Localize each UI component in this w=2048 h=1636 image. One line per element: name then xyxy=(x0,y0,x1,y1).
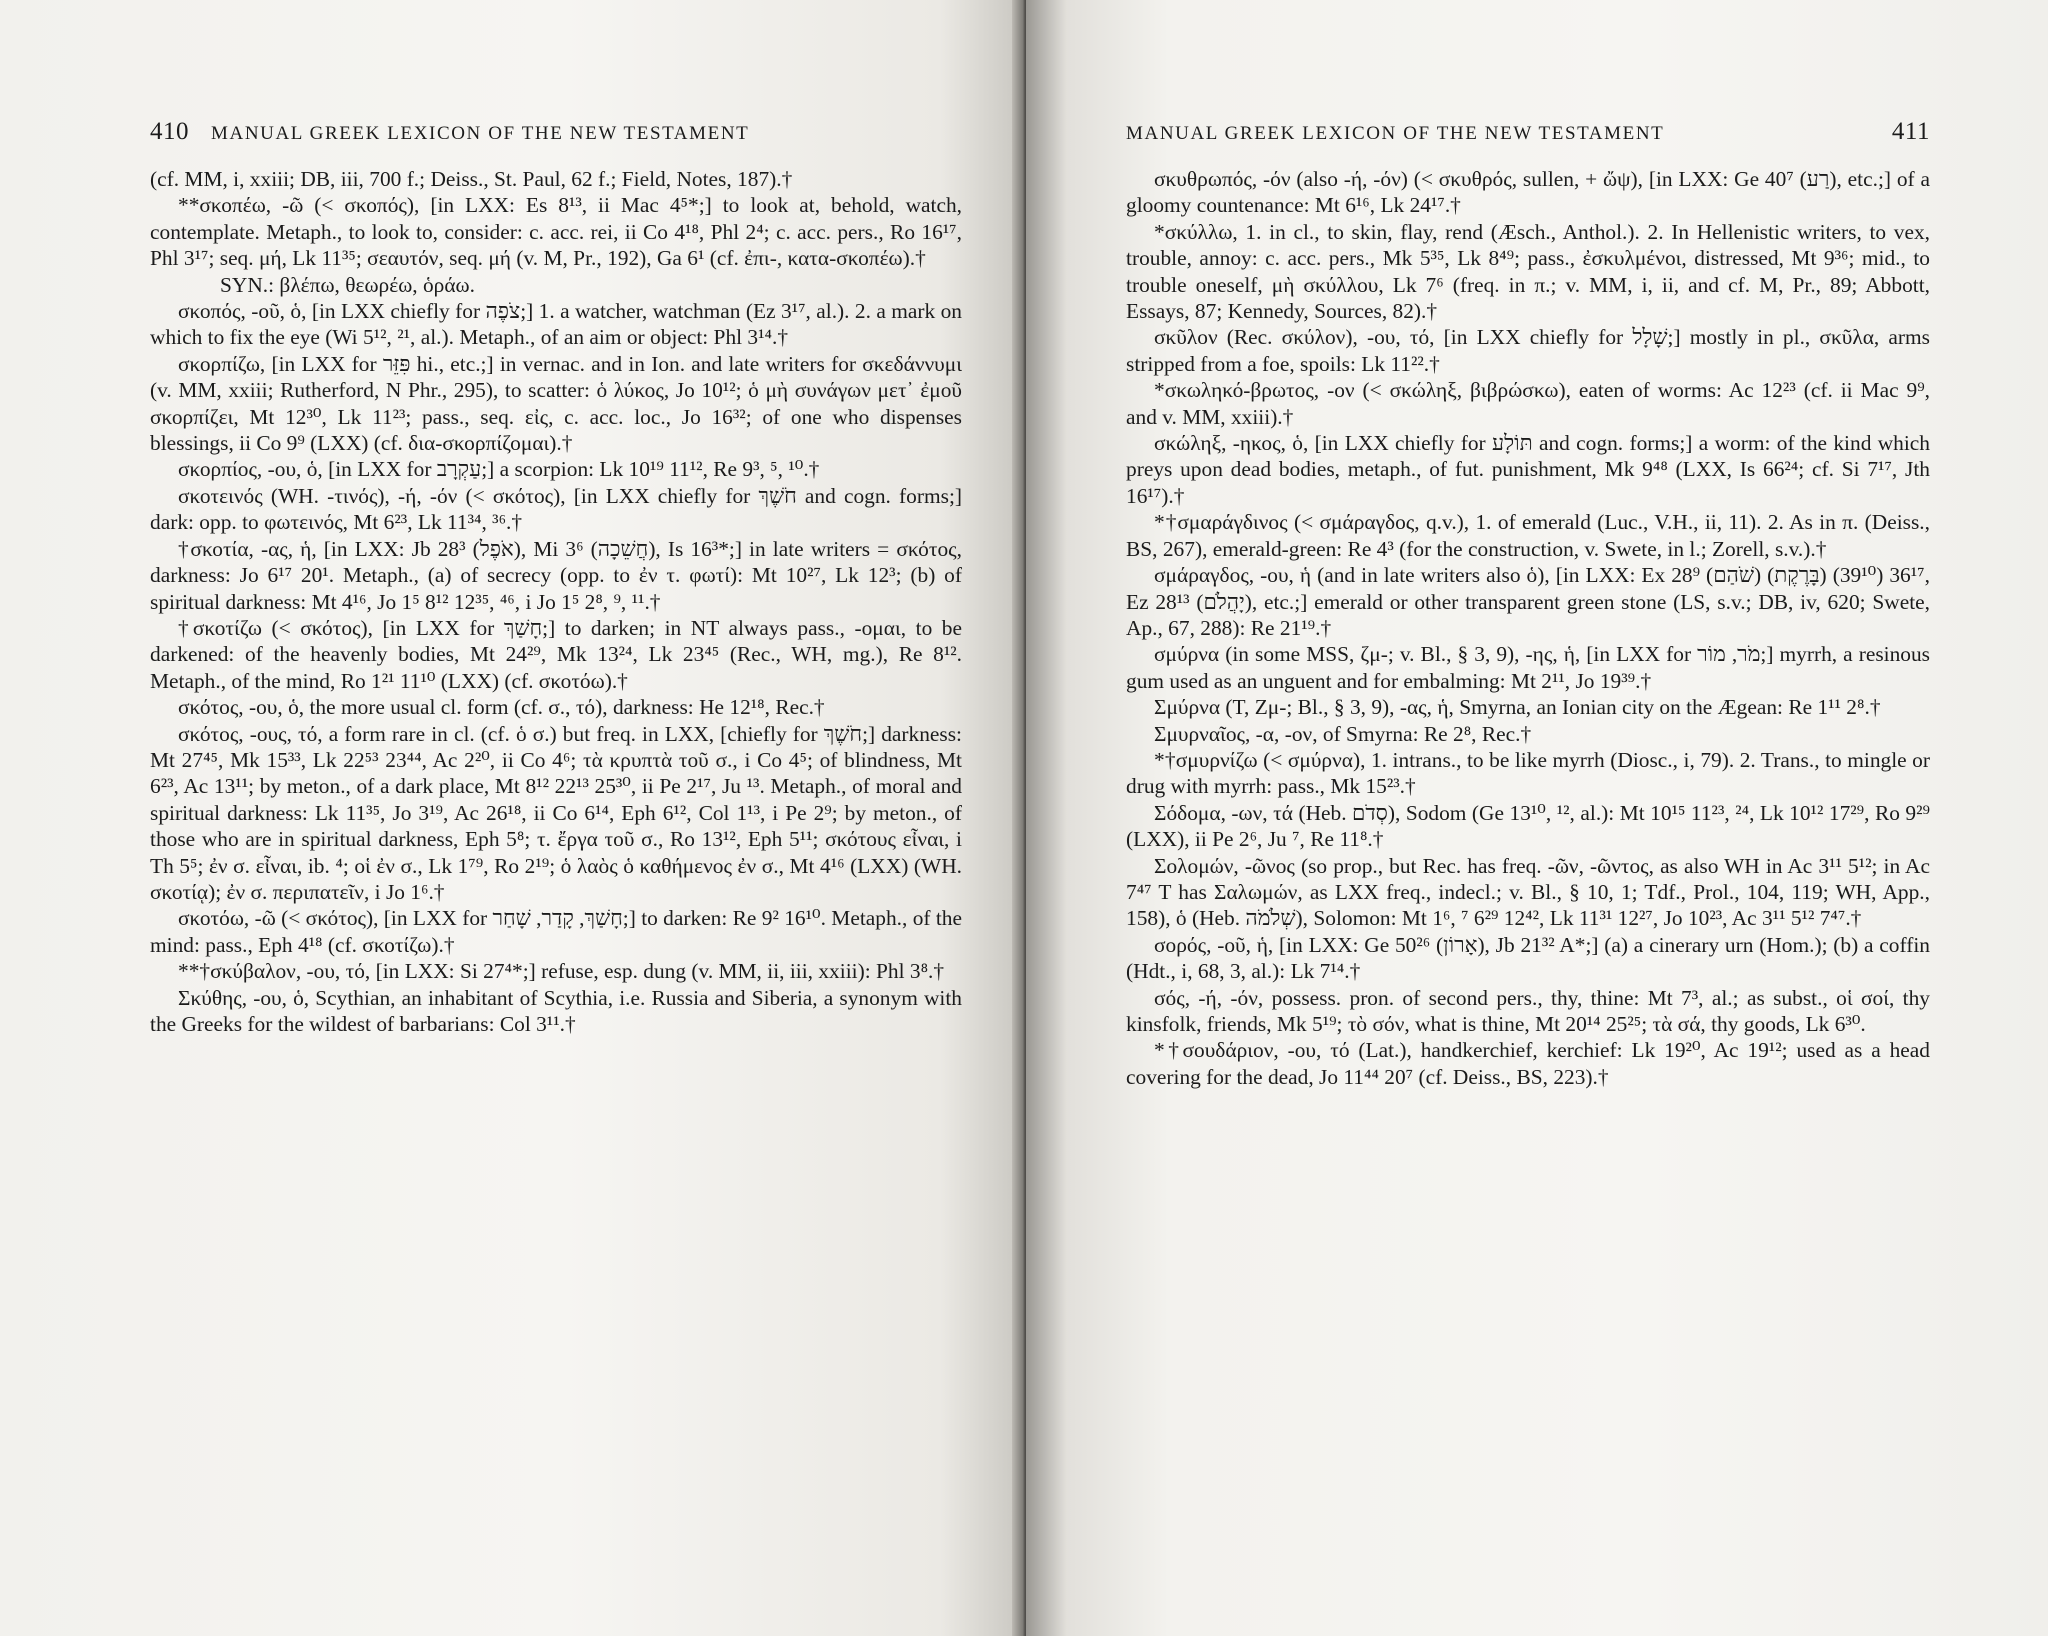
lexicon-entry: σκῦλον (Rec. σκύλον), -ου, τό, [in LXX chiefly for שָׁלָל;] mostly in pl., σκῦλα, arms stripped from a foe, spoils: Lk 11²².† xyxy=(1126,325,1930,376)
lexicon-entry: Σμυρναῖος, -α, -ον, of Smyrna: Re 2⁸, Rec.† xyxy=(1154,721,1532,746)
lexicon-entry: σκορπίος, -ου, ὁ, [in LXX for עַקְרָב;] a scorpion: Lk 10¹⁹ 11¹², Re 9³, ⁵, ¹⁰.† xyxy=(178,457,820,482)
lexicon-entry: Σκύθης, -ου, ὁ, Scythian, an inhabitant of Scythia, i.e. Russia and Siberia, a synonym with the Greeks for the wildest of barbarians: Col 3¹¹.† xyxy=(150,985,962,1036)
lexicon-entry: σμάραγδος, -ου, ἡ (and in late writers also ὁ), [in LXX: Ex 28⁹ (שֹׁהַם) 36¹⁷ (39¹⁰) (בָּרֶקֶת), Ez 28¹³ (יָהֲלֹם), etc.;] emerald or other transparent green stone (LS, s.v.; DB, iv, 620; Swete, Ap., 67, 288): Re 21¹⁹.† xyxy=(1126,563,1930,640)
lexicon-entry: σκοτεινός (WH. -τινός), -ή, -όν (< σκότος), [in LXX chiefly for חֹשֶׁךְ and cogn. forms;] dark: opp. to φωτεινός, Mt 6²³, Lk 11³⁴, ³⁶.† xyxy=(150,483,963,535)
lexicon-entry: σκότος, -ους, τό, a form rare in cl. (cf. ὁ σ.) but freq. in LXX, [chiefly for חֹשֶׁךְ;] darkness: Mt 27⁴⁵, Mk 15³³, Lk 22⁵³ 23⁴⁴, Ac 2²⁰, ii Co 4⁶; τὰ κρυπτὰ τοῦ σ., i Co 4⁵; of blindness, Mt 6²³, Ac 13¹¹; by meton., of a dark place, Mt 8¹² 22¹³ 25³⁰, ii Pe 2¹⁷, Ju ¹³. Metaph., of moral and spiritual darkness: Lk 11³⁵, Jo 3¹⁹, Ac 26¹⁸, ii Co 6¹⁴, Eph 6¹², Col 1¹³, i Pe 2⁹; by meton., of those who are in spiritual darkness, Eph 5⁸; τ. ἔργα τοῦ σ., Ro 13¹², Eph 5¹¹; σκότους εἶναι, i Th 5⁵; ἐν σ. εἶναι, ib. ⁴; οἱ ἐν σ., Lk 1⁷⁹, Ro 2¹⁹; ὁ λαὸς ὁ καθήμενος ἐν σ., Mt 4¹⁶ (LXX) (WH. σκοτίᾳ); ἐν σ. περιπατεῖν, i Jo 1⁶.† xyxy=(150,721,962,904)
lexicon-entry: σορός, -οῦ, ἡ, [in LXX: Ge 50²⁶ (אָרוֹן), Jb 21³² A*;] (a) a cinerary urn (Hom.); (b) a coffin (Hdt., i, 68, 3, al.): Lk 7¹⁴.† xyxy=(1126,932,1930,984)
lexicon-entry: σκώληξ, -ηκος, ὁ, [in LXX chiefly for תּוֹלָע and cogn. forms;] a worm: of the kind which preys upon dead bodies, metaph., of fut. punishment, Mk 9⁴⁸ (LXX, Is 66²⁴; cf. Si 7¹⁷, Jth 16¹⁷).† xyxy=(1126,431,1930,508)
page-number: 410 xyxy=(150,118,189,145)
lexicon-entry: *†σμαράγδινος (< σμάραγδος, q.v.), 1. of emerald (Luc., V.H., ii, 11). 2. As in π. (Deiss., BS, 267), emerald-green: Re 4³ (for the construction, v. Swete, in l.; Zorell, s.v.).† xyxy=(1126,510,1930,561)
lexicon-entry: *†σουδάριον, -ου, τό (Lat.), handkerchief, kerchief: Lk 19²⁰, Ac 19¹²; used as a head covering for the dead, Jo 11⁴⁴ 20⁷ (cf. Deiss., BS, 223).† xyxy=(1126,1038,1930,1089)
lexicon-entry: σμύρνα (in some MSS, ζμ-; v. Bl., § 3, 9), -ης, ἡ, [in LXX for מֹר, מוֹר;] myrrh, a resinous gum used as an unguent and for embalming: Mt 2¹¹, Jo 19³⁹.† xyxy=(1126,642,1930,693)
lexicon-entry: *σκύλλω, 1. in cl., to skin, flay, rend (Æsch., Anthol.). 2. In Hellenistic writers, to vex, trouble, annoy: c. acc. pers., Mk 5³⁵, Lk 8⁴⁹; pass., ἐσκυλμένοι, distressed, Mt 9³⁶; mid., to trouble oneself, μὴ σκύλλου, Lk 7⁶ (freq. in π.; v. MM, i, ii, and cf. M, Pr., 89; Abbott, Essays, 87; Kennedy, Sources, 82).† xyxy=(1126,219,1930,324)
lexicon-entry: σός, -ή, -όν, possess. pron. of second pers., thy, thine: Mt 7³, al.; as subst., οἱ σοί, thy kinsfolk, friends, Mk 5¹⁹; τὸ σόν, what is thine, Mt 20¹⁴ 25²⁵; τὰ σά, thy goods, Lk 6³⁰. xyxy=(1126,985,1930,1036)
page-title: MANUAL GREEK LEXICON OF THE NEW TESTAMENT xyxy=(1126,123,1665,144)
lexicon-entry: **σκοπέω, -ῶ (< σκοπός), [in LXX: Es 8¹³, ii Mac 4⁵*;] to look at, behold, watch, contemplate. Metaph., to look to, consider: c. acc. rei, ii Co 4¹⁸, Phl 2⁴; c. acc. pers., Ro 16¹⁷, Phl 3¹⁷; seq. μή, Lk 11³⁵; σεαυτόν, seq. μή (v. M, Pr., 192), Ga 6¹ (cf. ἐπι-, κατα-σκοπέω).† xyxy=(150,193,962,271)
lexicon-entry: Σόδομα, -ων, τά (Heb. סְדֹם), Sodom (Ge 13¹⁰, ¹², al.): Mt 10¹⁵ 11²³, ²⁴, Lk 10¹² 17²⁹, Ro 9²⁹ (LXX), ii Pe 2⁶, Ju ⁷, Re 11⁸.† xyxy=(1126,800,1930,852)
lexicon-entry: σκυθρωπός, -όν (also -ή, -όν) (< σκυθρός, sullen, + ὤψ), [in LXX: Ge 40⁷ (רַע), etc.;] of a gloomy countenance: Mt 6¹⁶, Lk 24¹⁷.† xyxy=(1126,167,1930,218)
lexicon-entry: Σολομών, -ῶνος (so prop., but Rec. has freq. -ῶν, -ῶντος, as also WH in Ac 3¹¹ 5¹²; in Ac 7⁴⁷ T has Σαλωμών, as LXX freq., indecl.; v. Bl., § 10, 1; Tdf., Prol., 104, 119; WH, App., 158), ὁ (Heb. שְׁלֹמֹה), Solomon: Mt 1⁶, ⁷ 6²⁹ 12⁴², Lk 11³¹ 12²⁷, Jo 10²³, Ac 3¹¹ 5¹² 7⁴⁷.† xyxy=(1126,853,1930,931)
lexicon-entry: Σμύρνα (T, Ζμ-; Bl., § 3, 9), -ας, ἡ, Smyrna, an Ionian city on the Ægean: Re 1¹¹ 2⁸.† xyxy=(1154,695,1881,720)
lexicon-entry: σκοπός, -οῦ, ὁ, [in LXX chiefly for צֹפֶה;] 1. a watcher, watchman (Ez 3¹⁷, al.). 2. a mark on which to fix the eye (Wi 5¹², ²¹, al.). Metaph., of an aim or object: Phl 3¹⁴.† xyxy=(150,299,962,350)
lexicon-entry: σκότος, -ου, ὁ, the more usual cl. form (cf. σ., τό), darkness: He 12¹⁸, Rec.† xyxy=(178,695,825,720)
running-head-right xyxy=(1126,118,1930,148)
lexicon-entry: †σκοτία, -ας, ἡ, [in LXX: Jb 28³ (אֹפֶל), Mi 3⁶ (חֲשֵׁכָה), Is 16³*;] in late writers = σκότος, darkness: Jo 6¹⁷ 20¹. Metaph., (a) of secrecy (opp. to ἐν τ. φωτί): Mt 10²⁷, Lk 12³; (b) of spiritual darkness: Mt 4¹⁶, Jo 1⁵ 8¹² 12³⁵, ⁴⁶, i Jo 1⁵ 2⁸, ⁹, ¹¹.† xyxy=(150,536,962,614)
lexicon-entry: †σκοτίζω (< σκότος), [in LXX for חָשַׁךְ;] to darken; in NT always pass., -ομαι, to be darkened: of the heavenly bodies, Mt 24²⁹, Mk 13²⁴, Lk 23⁴⁵ (Rec., WH, mg.), Re 8¹². Metaph., of the mind, Ro 1²¹ 11¹⁰ (LXX) (cf. σκοτόω).† xyxy=(150,615,962,693)
right-page xyxy=(1026,0,2048,1636)
lexicon-entry: *σκωληκό-βρωτος, -ον (< σκώληξ, βιβρώσκω), eaten of worms: Ac 12²³ (cf. ii Mac 9⁹, and v. MM, xxiii).† xyxy=(1126,378,1930,429)
page-number: 411 xyxy=(1891,118,1930,145)
lexicon-entry: (cf. MM, i, xxiii; DB, iii, 700 f.; Deiss., St. Paul, 62 f.; Field, Notes, 187).† xyxy=(150,167,793,191)
synonyms-line: SYN.: βλέπω, θεωρέω, ὁράω. xyxy=(220,272,475,297)
left-page xyxy=(0,0,1022,1636)
page-title: MANUAL GREEK LEXICON OF THE NEW TESTAMENT xyxy=(211,123,750,144)
running-head-left xyxy=(150,118,962,148)
lexicon-entry: σκορπίζω, [in LXX for פִּזֵּר hi., etc.;] in vernac. and in Ion. and late writers for σκεδάννυμι (v. MM, xxiii; Rutherford, N Phr., 295), to scatter: ὁ λύκος, Jo 10¹²; ὁ μὴ συνάγων μετ᾽ ἐμοῦ σκορπίζει, Mt 12³⁰, Lk 11²³; pass., seq. εἰς, c. acc. loc., Jo 16³²; of one who dispenses blessings, ii Co 9⁹ (LXX) (cf. δια-σκορπίζομαι).† xyxy=(150,351,962,456)
lexicon-column xyxy=(150,166,962,1037)
lexicon-entry: **†σκύβαλον, -ου, τό, [in LXX: Si 27⁴*;] refuse, esp. dung (v. MM, ii, iii, xxiii): Phl 3⁸.† xyxy=(178,959,945,984)
lexicon-column xyxy=(1126,166,1930,1090)
lexicon-entry: *†σμυρνίζω (< σμύρνα), 1. intrans., to be like myrrh (Diosc., i, 79). 2. Trans., to mingle or drug with myrrh: pass., Mk 15²³.† xyxy=(1126,747,1930,799)
lexicon-entry: σκοτόω, -ῶ (< σκότος), [in LXX for חָשַׁךְ, קָדַר, שָׁחַר;] to darken: Re 9² 16¹⁰. Metaph., of the mind: pass., Eph 4¹⁸ (cf. σκοτίζω).† xyxy=(150,906,962,957)
